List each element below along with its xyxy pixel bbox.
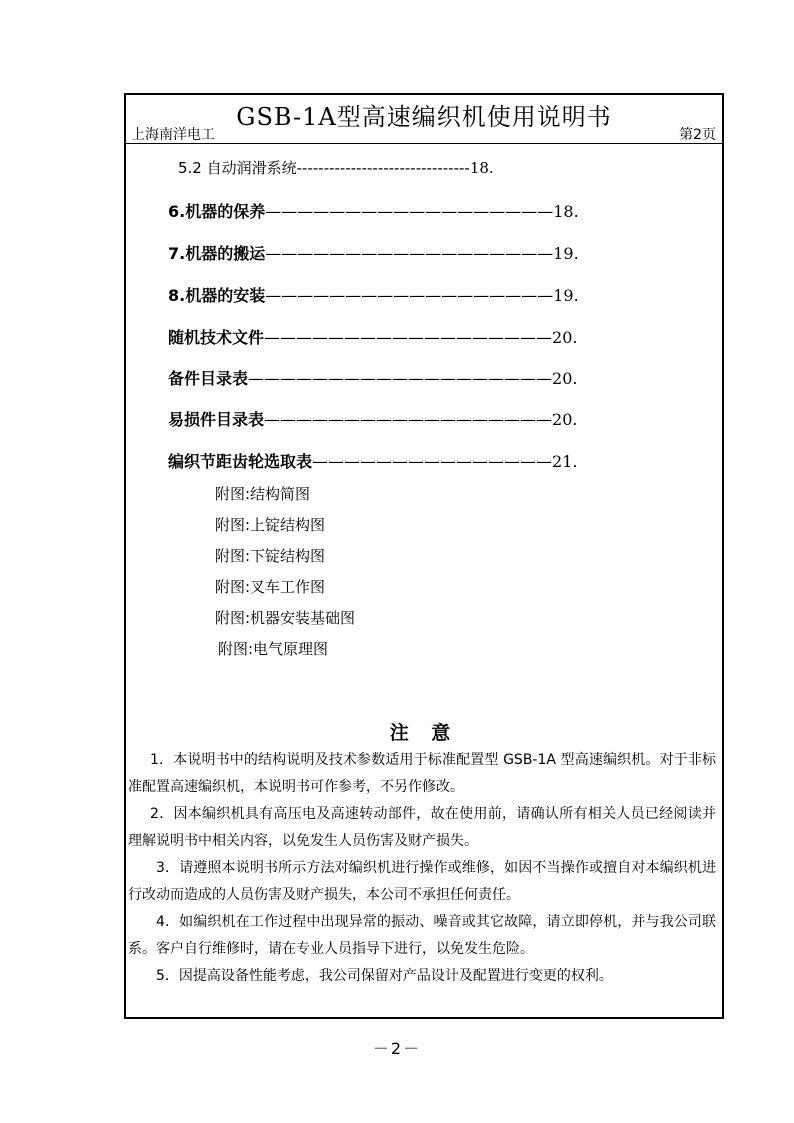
appendix-item: 附图:电气原理图 (218, 640, 329, 658)
toc-leader: —————————————————— (265, 202, 554, 221)
appendix-item: 附图:叉车工作图 (215, 578, 326, 596)
toc-label: 备件目录表 (168, 369, 249, 388)
toc-leader: -------------------------------- (296, 159, 470, 177)
company-name: 上海南洋电工 (131, 127, 215, 143)
toc-page: 20. (552, 328, 578, 347)
toc-page: 19. (553, 244, 579, 263)
toc-entry (178, 157, 658, 178)
toc-leader: —————————————————— (264, 328, 553, 347)
toc-entry (168, 241, 648, 264)
page-footer-number: －2－ (372, 1039, 422, 1058)
toc-page: 21. (552, 452, 578, 471)
toc-page: 20. (552, 369, 578, 388)
appendix-item: 附图:结构简图 (215, 485, 311, 503)
toc-label: 7.机器的搬运 (168, 244, 266, 263)
toc-page: 18. (469, 159, 494, 177)
header-page-number: 第2页 (679, 127, 716, 143)
toc-label: 随机技术文件 (168, 328, 265, 347)
toc-entry (168, 199, 648, 222)
header-divider (126, 143, 722, 144)
toc-leader: —————————————————— (265, 244, 554, 263)
appendix-item: 附图:机器安装基础图 (215, 609, 356, 627)
toc-entry (168, 366, 648, 389)
toc-page: 20. (552, 410, 578, 429)
toc-label: 易损件目录表 (168, 410, 265, 429)
toc-label: 6.机器的保养 (168, 202, 266, 221)
toc-label: 5.2 自动润滑系统 (178, 159, 297, 177)
toc-entry (168, 449, 648, 472)
notice-item: 4．如编织机在工作过程中出现异常的振动、噪音或其它故障，请立即停机，并与我公司联系。客户自行维修时，请在专业人员指导下进行，以免发生危险。 (128, 914, 716, 957)
document-title: GSB-1A型高速编织机使用说明书 (236, 103, 612, 131)
appendix-item: 附图:下锭结构图 (215, 547, 326, 565)
appendix-item: 附图:上锭结构图 (215, 516, 326, 534)
notice-item: 1．本说明书中的结构说明及技术参数适用于标准配置型 GSB-1A 型高速编织机。对于非标准配置高速编织机，本说明书可作参考，不另作修改。 (128, 752, 716, 795)
toc-page: 18. (553, 202, 579, 221)
toc-page: 19. (553, 286, 579, 305)
toc-leader: ——————————————— (312, 452, 553, 471)
toc-label: 编织节距齿轮选取表 (168, 452, 313, 471)
page-frame (124, 93, 724, 1019)
toc-entry (168, 325, 648, 348)
toc-entry (168, 283, 648, 306)
notice-item: 2．因本编织机具有高压电及高速转动部件，故在使用前，请确认所有相关人员已经阅读并理解说明书中相关内容，以免发生人员伤害及财产损失。 (128, 806, 716, 849)
notice-item: 5．因提高设备性能考虑，我公司保留对产品设计及配置进行变更的权利。 (156, 968, 613, 984)
toc-label: 8.机器的安装 (168, 286, 266, 305)
notice-item: 3．请遵照本说明书所示方法对编织机进行操作或维修，如因不当操作或擅自对本编织机进行改动而造成的人员伤害及财产损失，本公司不承担任何责任。 (128, 860, 716, 903)
toc-entry (168, 407, 648, 430)
toc-leader: —————————————————— (264, 410, 553, 429)
notice-heading: 注 意 (389, 722, 459, 744)
toc-leader: —————————————————— (265, 286, 554, 305)
toc-leader: ——————————————————— (248, 369, 553, 388)
